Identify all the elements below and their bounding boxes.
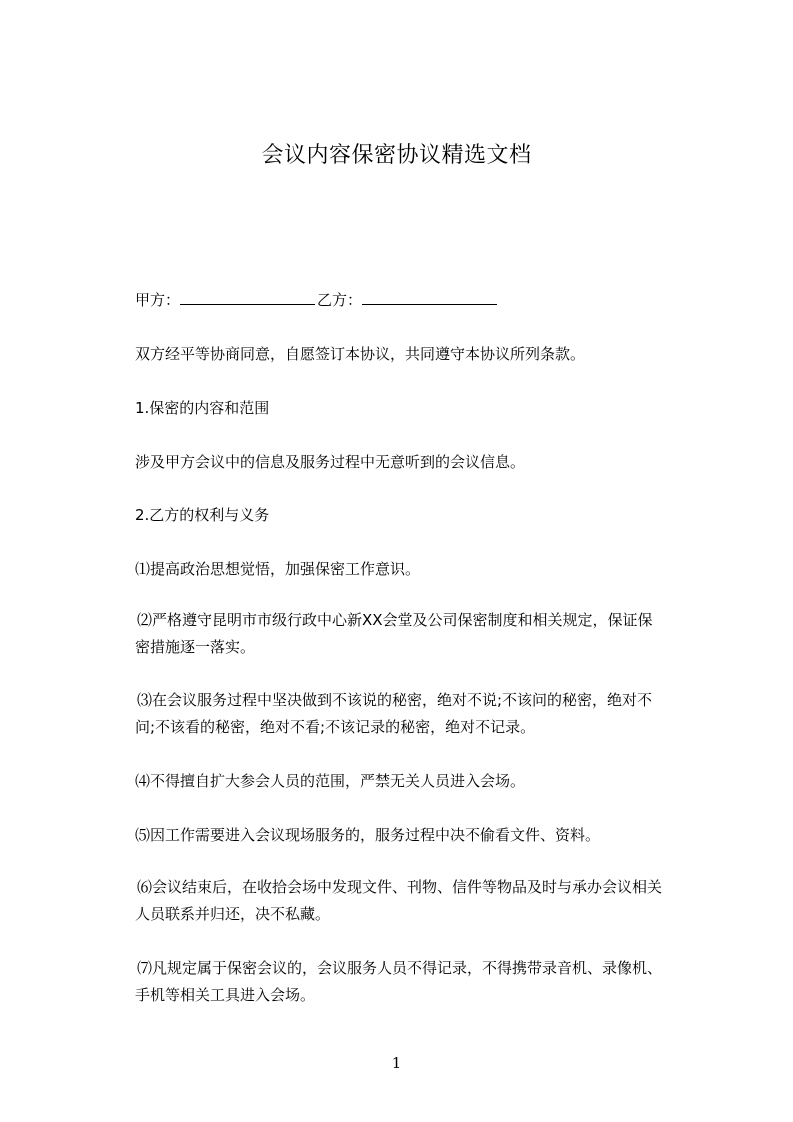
- item-7: [135, 955, 707, 1009]
- item-2: [135, 607, 707, 661]
- section1-body: 涉及甲方会议中的信息及服务过程中无意听到的会议信息。: [135, 453, 526, 471]
- party-a-label: 甲方：: [135, 291, 181, 309]
- item-3: [135, 687, 707, 741]
- party-a-blank: [180, 290, 315, 305]
- item-1: ⑴提高政治思想觉悟，加强保密工作意识。: [135, 560, 421, 578]
- page-number: 1: [391, 1054, 402, 1072]
- party-b-label: 乙方：: [317, 291, 363, 309]
- item-6-line-1: ⑹会议结束后，在收拾会场中发现文件、刊物、信件等物品及时与承办会议相关: [137, 878, 663, 896]
- item-2-line-2: 密措施逐一落实。: [135, 638, 256, 656]
- party-b-blank: [362, 290, 497, 305]
- item-2-line-1: ⑵严格遵守昆明市市级行政中心新XX会堂及公司保密制度和相关规定，保证保: [137, 611, 653, 629]
- parties-line: [135, 287, 707, 314]
- item-3-line-1: ⑶在会议服务过程中坚决做到不该说的秘密，绝对不说;不该问的秘密，绝对不: [137, 691, 653, 709]
- item-7-line-2: 手机等相关工具进入会场。: [135, 986, 316, 1004]
- item-6: [135, 874, 707, 928]
- section1-heading: 1.保密的内容和范围: [135, 399, 270, 417]
- item-6-line-2: 人员联系并归还，决不私藏。: [135, 905, 331, 923]
- item-5: ⑸因工作需要进入会议现场服务的，服务过程中决不偷看文件、资料。: [135, 826, 601, 844]
- item-7-line-1: ⑺凡规定属于保密会议的，会议服务人员不得记录，不得携带录音机、录像机、: [137, 959, 663, 977]
- document-title: 会议内容保密协议精选文档: [261, 143, 532, 168]
- intro-paragraph: 双方经平等协商同意，自愿签订本协议，共同遵守本协议所列条款。: [135, 345, 586, 363]
- item-4: ⑷不得擅自扩大参会人员的范围，严禁无关人员进入会场。: [135, 772, 526, 790]
- item-3-line-2: 问;不该看的秘密，绝对不看;不该记录的秘密，绝对不记录。: [135, 718, 536, 736]
- section2-heading: 2.乙方的权利与义务: [135, 506, 270, 524]
